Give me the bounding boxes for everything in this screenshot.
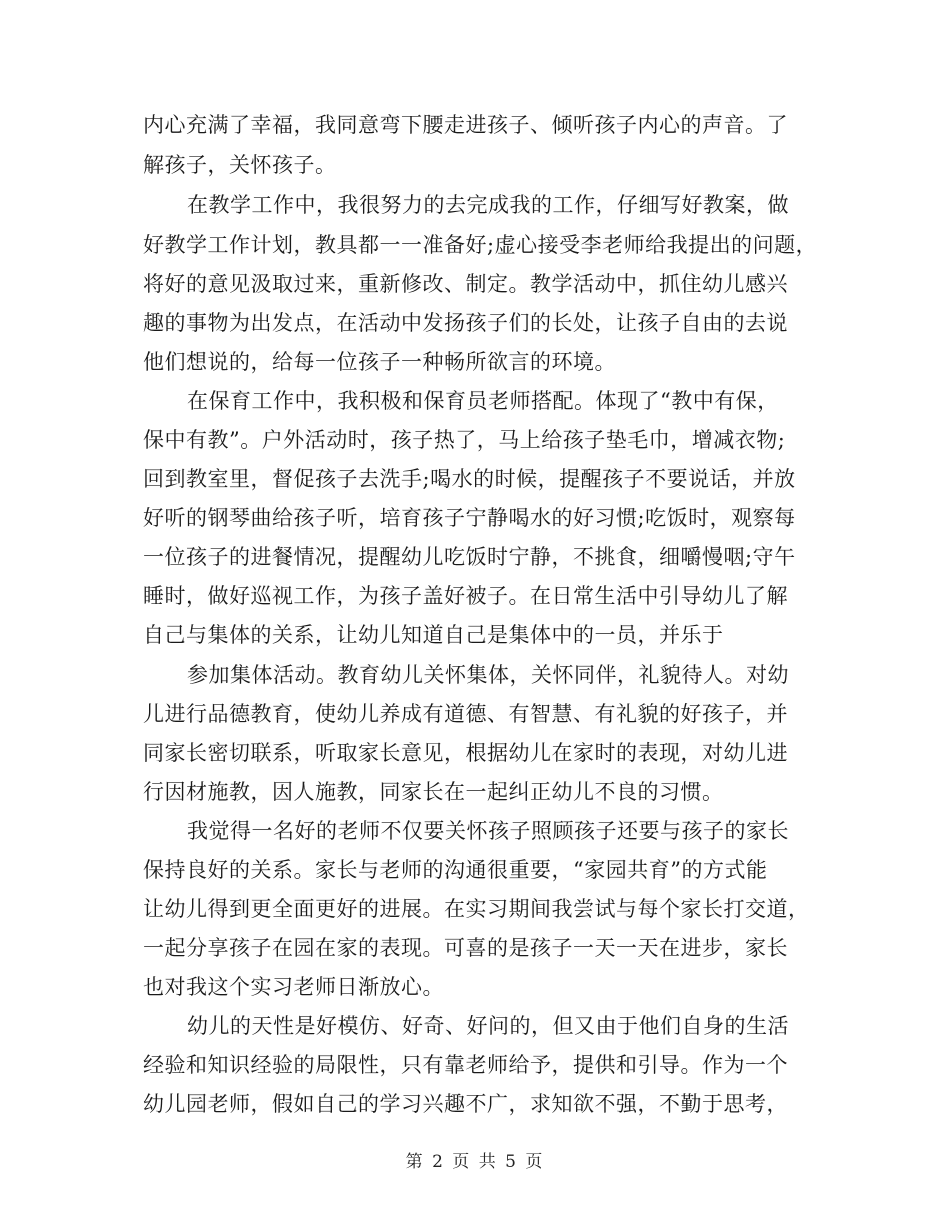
text-line: 睡时，做好巡视工作，为孩子盖好被子。在日常生活中引导幼儿了解 [143,584,788,608]
text-line: 经验和知识经验的局限性，只有靠老师给予，提供和引导。作为一个 [143,1053,788,1077]
text-line: 我觉得一名好的老师不仅要关怀孩子照顾孩子还要与孩子的家长 [187,819,789,843]
text-line: 一起分享孩子在园在家的表现。可喜的是孩子一天一天在进步，家长 [143,936,788,960]
text-line: 在保育工作中，我积极和保育员老师搭配。体现了“教中有保， [187,389,779,413]
text-line: 儿进行品德教育，使幼儿养成有道德、有智慧、有礼貌的好孩子，并 [143,702,788,726]
text-line: 回到教室里，督促孩子去洗手;喝水的时候，提醒孩子不要说话，并放 [143,467,796,491]
text-line: 行因材施教，因人施教，同家长在一起纠正幼儿不良的习惯。 [143,780,724,804]
text-line: 好教学工作计划，教具都一一准备好;虚心接受李老师给我提出的问题， [143,233,818,257]
text-line: 也对我这个实习老师日渐放心。 [143,975,444,999]
text-line: 解孩子，关怀孩子。 [143,153,337,177]
text-line: 趣的事物为出发点，在活动中发扬孩子们的长处，让孩子自由的去说 [143,311,788,335]
text-line: 参加集体活动。教育幼儿关怀集体，关怀同伴，礼貌待人。对幼 [187,663,789,687]
text-line: 在教学工作中，我很努力的去完成我的工作，仔细写好教案，做 [187,193,789,217]
text-line: 自己与集体的关系，让幼儿知道自己是集体中的一员，并乐于 [143,623,724,647]
text-line: 将好的意见汲取过来，重新修改、制定。教学活动中，抓住幼儿感兴 [143,272,788,296]
text-line: 幼儿的天性是好模仿、好奇、好问的，但又由于他们自身的生活 [187,1014,789,1038]
text-line: 幼儿园老师，假如自己的学习兴趣不广，求知欲不强，不勤于思考， [143,1092,788,1116]
page-number-footer: 第 2 页 共 5 页 [405,1152,545,1172]
text-line: 内心充满了幸福，我同意弯下腰走进孩子、倾听孩子内心的声音。了 [143,113,788,137]
text-line: 好听的钢琴曲给孩子听，培育孩子宁静喝水的好习惯;吃饭时，观察每 [143,506,796,530]
text-line: 保中有教”。户外活动时，孩子热了，马上给孩子垫毛巾，增减衣物; [143,428,786,452]
text-line: 让幼儿得到更全面更好的进展。在实习期间我尝试与每个家长打交道， [143,897,810,921]
text-line: 一位孩子的进餐情况，提醒幼儿吃饭时宁静，不挑食，细嚼慢咽;守午 [143,545,796,569]
text-line: 同家长密切联系，听取家长意见，根据幼儿在家时的表现，对幼儿进 [143,741,788,765]
text-line: 他们想说的，给每一位孩子一种畅所欲言的环境。 [143,350,616,374]
text-line: 保持良好的关系。家长与老师的沟通很重要，“家园共育”的方式能 [143,858,768,882]
